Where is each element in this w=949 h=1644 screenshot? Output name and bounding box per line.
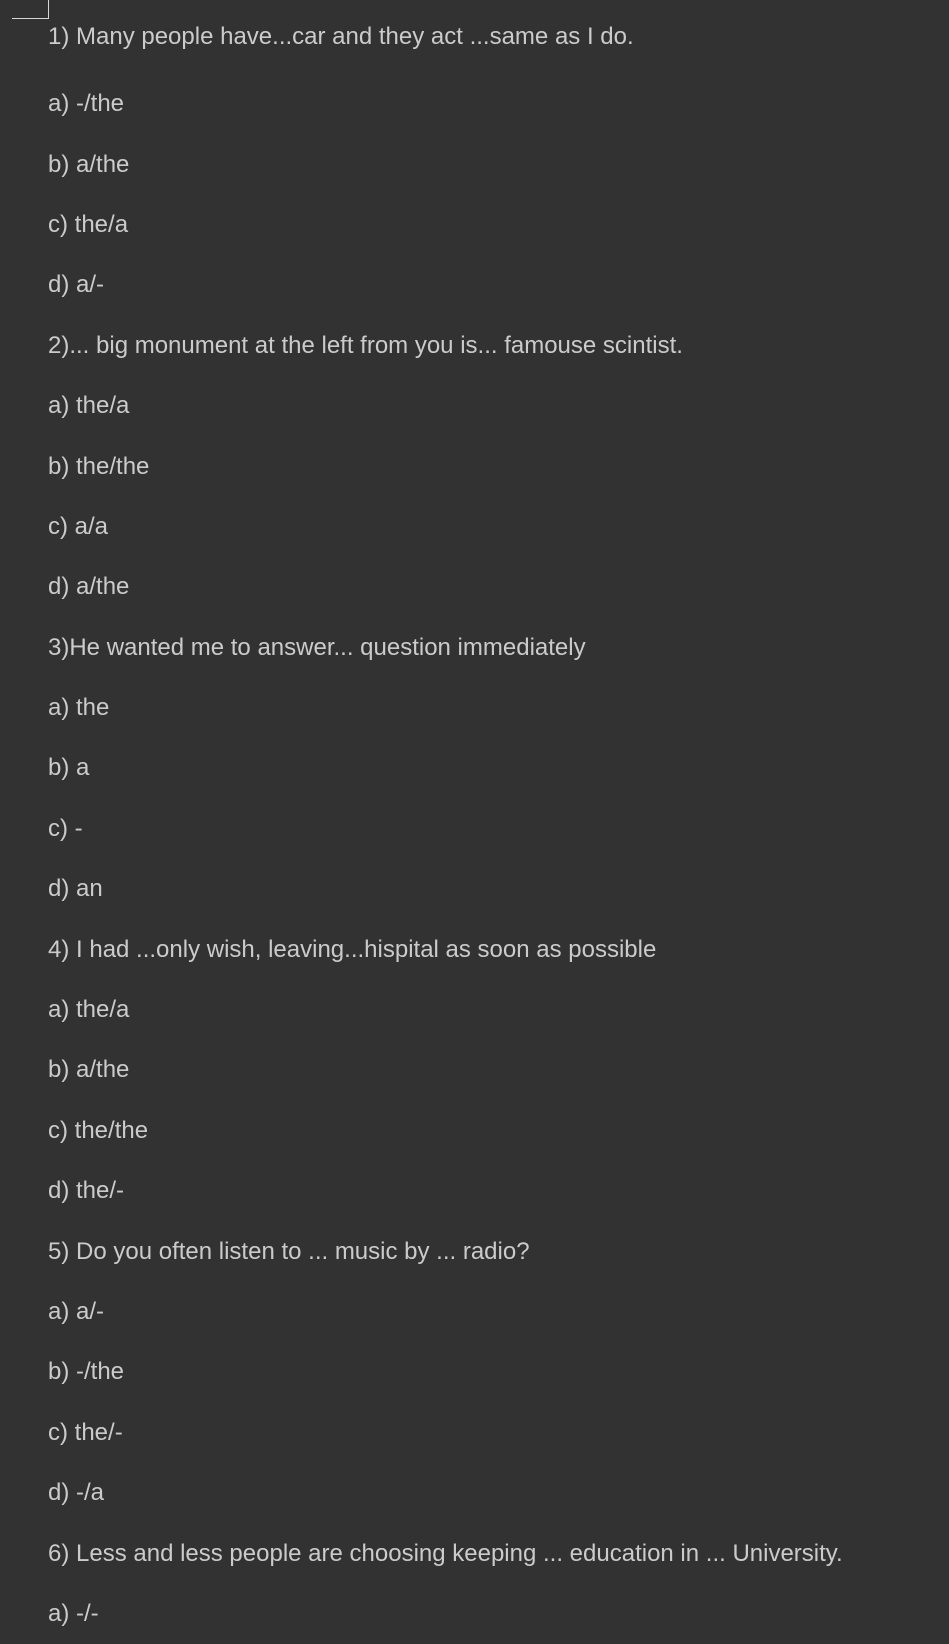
question-4-option-b: b) a/the [48, 1056, 130, 1084]
question-4-option-a: a) the/a [48, 996, 130, 1024]
question-1-option-a: a) -/the [48, 90, 125, 118]
question-5-option-a: a) a/- [48, 1298, 105, 1325]
question-5-option-b: b) -/the [48, 1358, 125, 1386]
question-1-option-b: b) a/the [48, 150, 130, 178]
question-6: 6) Less and less people are choosing keeping ... education in ... University. [48, 1539, 843, 1567]
question-2-option-c: c) a/a [48, 512, 109, 540]
question-3-option-c: c) - [48, 814, 83, 842]
question-4-option-d: d) the/- [48, 1177, 125, 1205]
question-5-option-c: c) the/- [48, 1418, 123, 1446]
document-body [48, 0, 949, 1644]
question-1-option-c: c) the/a [48, 210, 129, 238]
question-1: 1) Many people have...car and they act ...same as I do. [48, 23, 634, 50]
question-2-option-b: b) the/the [48, 452, 150, 480]
question-4-option-c: c) the/the [48, 1116, 149, 1144]
question-2-option-a: a) the/a [48, 392, 130, 420]
question-5-option-d: d) -/a [48, 1479, 105, 1507]
question-3: 3)He wanted me to answer... question immediately [48, 633, 586, 661]
question-5: 5) Do you often listen to ... music by ... radio? [48, 1237, 530, 1265]
page-corner-mark [12, 0, 49, 19]
question-6-option-a: a) -/- [48, 1599, 99, 1627]
question-1-option-d: d) a/- [48, 271, 105, 299]
question-3-option-d: d) an [48, 875, 103, 903]
question-2: 2)... big monument at the left from you is... famouse scintist. [48, 331, 683, 359]
question-3-option-b: b) a [48, 754, 90, 782]
question-3-option-a: a) the [48, 694, 110, 722]
question-2-option-d: d) a/the [48, 573, 130, 601]
question-4: 4) I had ...only wish, leaving...hispital as soon as possible [48, 935, 657, 963]
